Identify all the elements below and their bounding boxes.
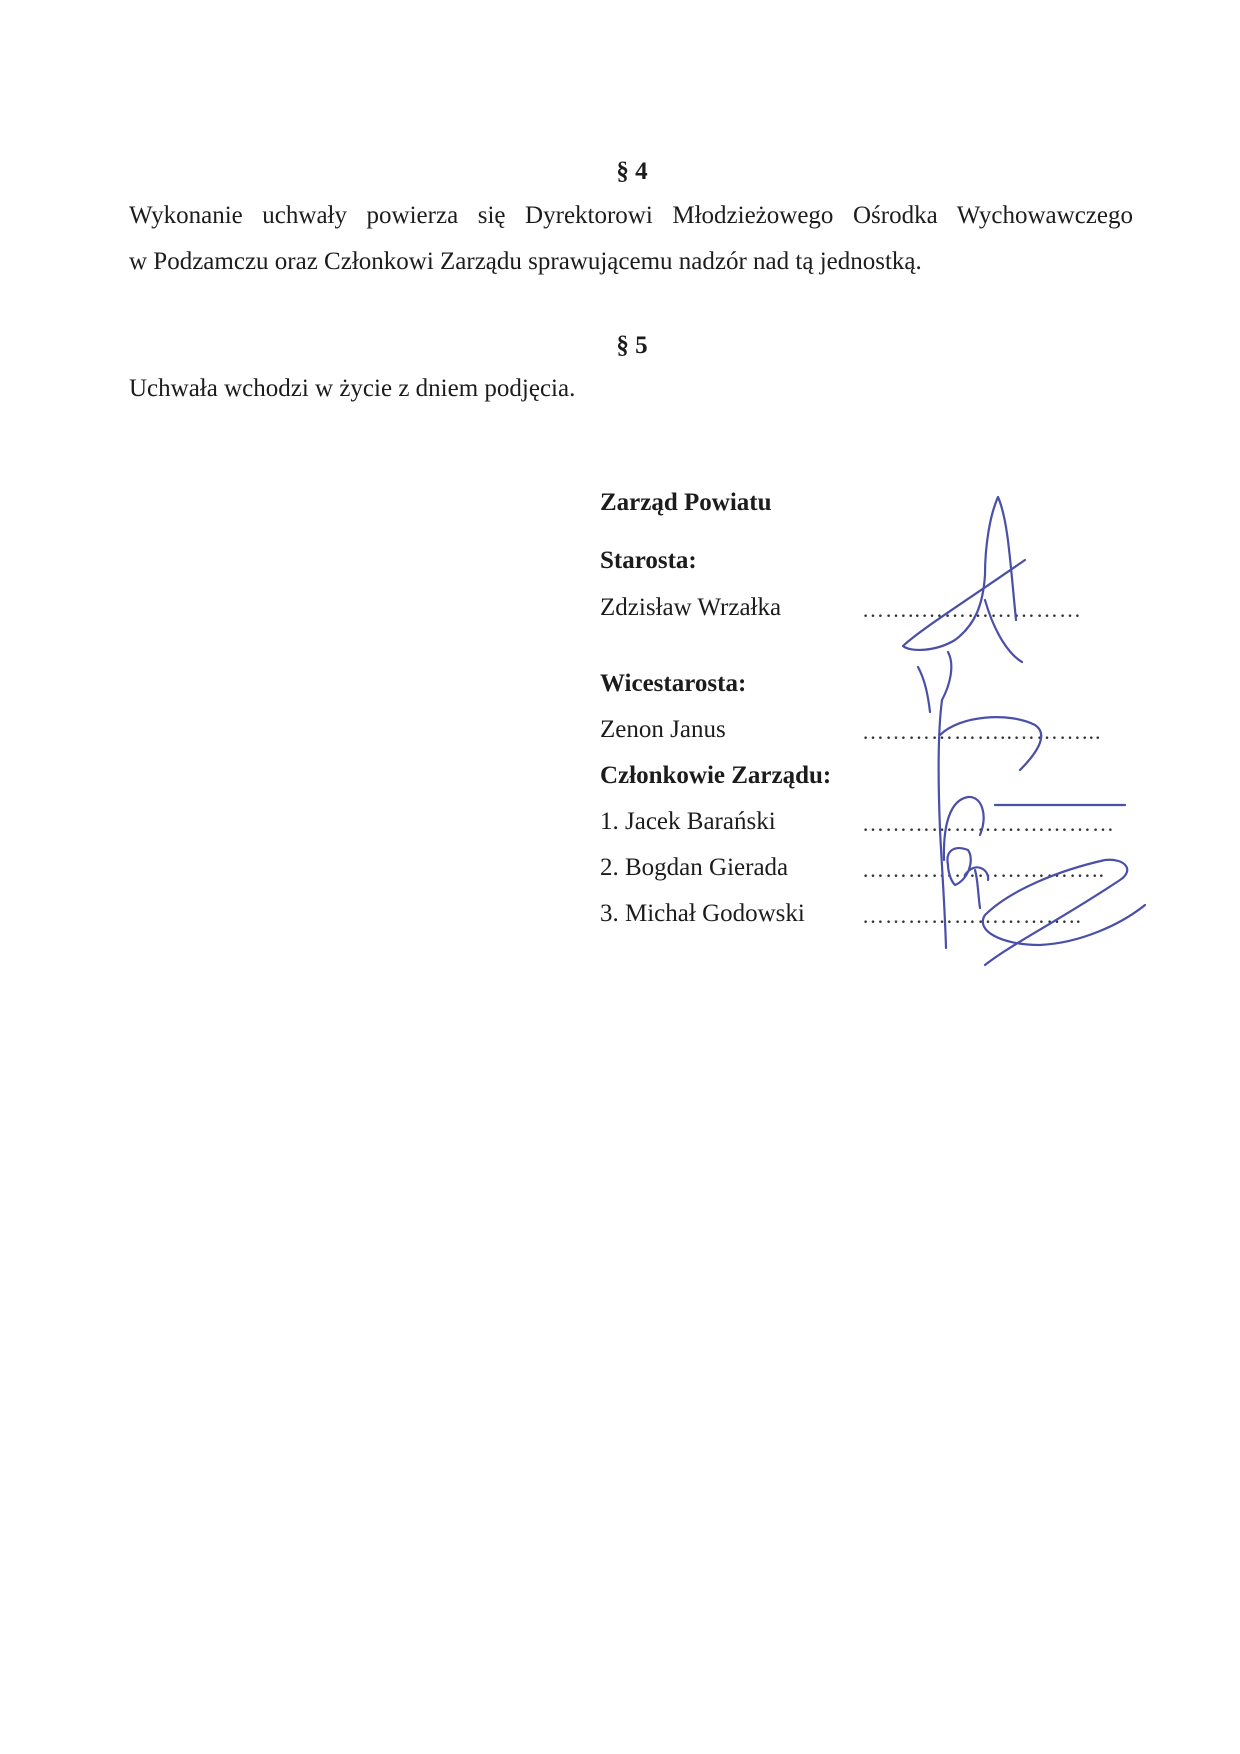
member-3-signature-line: ……………………….. bbox=[862, 903, 1082, 928]
section-5-line-1: Uchwała wchodzi w życie z dniem podjęcia. bbox=[129, 375, 576, 402]
wicestarosta-name: Zenon Janus bbox=[600, 716, 726, 743]
starosta-label: Starosta: bbox=[600, 547, 697, 574]
board-members-label: Członkowie Zarządu: bbox=[600, 762, 832, 789]
starosta-name: Zdzisław Wrzałka bbox=[600, 594, 782, 621]
section-5-heading: § 5 bbox=[616, 332, 648, 359]
starosta-signature bbox=[903, 497, 1025, 662]
member-3-name: 3. Michał Godowski bbox=[600, 900, 805, 927]
starosta-signature-line: ……..………………… bbox=[862, 597, 1082, 622]
member-1-signature-line: …………………………… bbox=[862, 811, 1115, 836]
section-4-paragraph bbox=[129, 193, 1133, 285]
board-title: Zarząd Powiatu bbox=[600, 489, 772, 516]
section-4-heading: § 4 bbox=[616, 158, 648, 185]
section-4-line-2: w Podzamczu oraz Członkowi Zarządu sprawującemu nadzór nad tą jednostką. bbox=[129, 248, 922, 275]
wicestarosta-label: Wicestarosta: bbox=[600, 670, 747, 697]
member-1-name: 1. Jacek Barański bbox=[600, 808, 776, 835]
section-4-line-1: Wykonanie uchwały powierza się Dyrektorowi Młodzieżowego Ośrodka Wychowawczego bbox=[129, 202, 1133, 229]
member-2-signature-line: ………………………….. bbox=[862, 857, 1105, 882]
wicestarosta-signature-line: ………………..………... bbox=[862, 719, 1102, 744]
section-5-paragraph bbox=[129, 366, 1133, 412]
member-2-name: 2. Bogdan Gierada bbox=[600, 854, 789, 881]
